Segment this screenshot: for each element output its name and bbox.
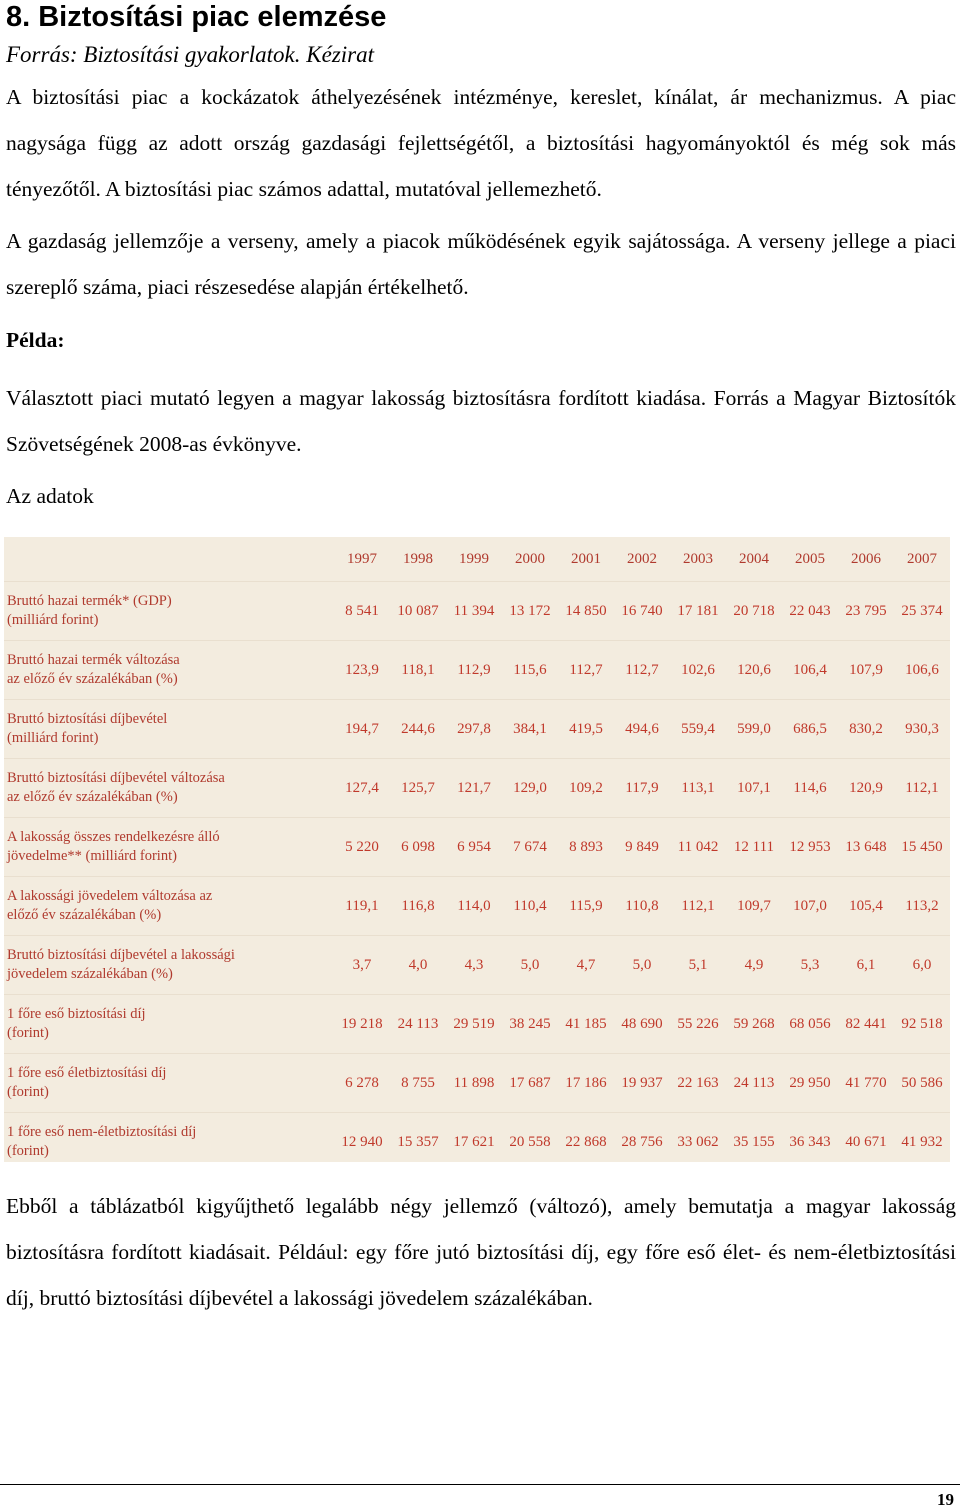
table-cell: 110,8 — [614, 877, 670, 936]
paragraph-competition: A gazdaság jellemzője a verseny, amely a piacok működésének egyik sajátossága. A verseny jellege a piaci szereplő száma, piaci részesedése alapján értékelhető. — [6, 229, 956, 299]
table-row — [4, 877, 950, 936]
table-cell: 117,9 — [614, 759, 670, 818]
table-cell: 106,4 — [782, 641, 838, 700]
table-cell: 55 226 — [670, 995, 726, 1054]
table-cell: 194,7 — [334, 700, 390, 759]
table-cell: 5,3 — [782, 936, 838, 995]
table-cell: 112,7 — [614, 641, 670, 700]
table-cell: 830,2 — [838, 700, 894, 759]
row-label-line: az előző év százalékában (%) — [7, 671, 178, 687]
row-label-line: Bruttó hazai termék* (GDP) — [7, 593, 172, 609]
table-cell: 107,0 — [782, 877, 838, 936]
row-label-line: jövedelme** (milliárd forint) — [7, 848, 177, 864]
year-header: 2001 — [571, 550, 601, 567]
table-cell: 115,9 — [558, 877, 614, 936]
table-cell: 6,1 — [838, 936, 894, 995]
row-label-line: 1 főre eső nem-életbiztosítási díj — [7, 1124, 197, 1140]
row-label-line: Bruttó biztosítási díjbevétel változása — [7, 770, 225, 786]
table-cell: 15 357 — [390, 1113, 446, 1172]
table-cell: 15 450 — [894, 818, 950, 877]
table-cell: 12 953 — [782, 818, 838, 877]
table-cell: 40 671 — [838, 1113, 894, 1172]
year-header: 1998 — [403, 550, 433, 567]
table-cell: 116,8 — [390, 877, 446, 936]
table-cell: 33 062 — [670, 1113, 726, 1172]
footer-divider — [0, 1484, 960, 1485]
table-cell: 599,0 — [726, 700, 782, 759]
table-row — [4, 818, 950, 877]
table-cell: 107,9 — [838, 641, 894, 700]
table-cell: 4,3 — [446, 936, 502, 995]
row-label — [4, 641, 334, 700]
year-header: 1999 — [459, 550, 489, 567]
statistics-table — [4, 537, 950, 1171]
year-header: 2000 — [515, 550, 545, 567]
table-cell: 5,0 — [614, 936, 670, 995]
table-cell: 118,1 — [390, 641, 446, 700]
table-header-row — [4, 537, 950, 582]
table-cell: 123,9 — [334, 641, 390, 700]
row-label-line: Bruttó hazai termék változása — [7, 652, 180, 668]
table-row — [4, 936, 950, 995]
table-cell: 41 932 — [894, 1113, 950, 1172]
table-cell: 6 278 — [334, 1054, 390, 1113]
page-title: 8. Biztosítási piac elemzése — [6, 1, 387, 33]
row-label — [4, 877, 334, 936]
table-row — [4, 700, 950, 759]
table-cell: 6 954 — [446, 818, 502, 877]
table-cell: 5 220 — [334, 818, 390, 877]
table-cell: 686,5 — [782, 700, 838, 759]
row-label-line: (forint) — [7, 1084, 49, 1100]
table-cell: 17 181 — [670, 582, 726, 641]
row-label — [4, 700, 334, 759]
table-cell: 120,9 — [838, 759, 894, 818]
table-cell: 114,6 — [782, 759, 838, 818]
table-cell: 12 111 — [726, 818, 782, 877]
table-cell: 35 155 — [726, 1113, 782, 1172]
table-cell: 11 898 — [446, 1054, 502, 1113]
table-cell: 107,1 — [726, 759, 782, 818]
table-cell: 20 558 — [502, 1113, 558, 1172]
table-cell: 113,2 — [894, 877, 950, 936]
year-header: 2005 — [795, 550, 825, 567]
table-row — [4, 1054, 950, 1113]
paragraph-example: Választott piaci mutató legyen a magyar lakosság biztosításra fordított kiadása. Forrás a Magyar Biztosítók Szövetségének 2008-as évkönyve. — [6, 386, 956, 456]
table-cell: 36 343 — [782, 1113, 838, 1172]
table-cell: 59 268 — [726, 995, 782, 1054]
table-cell: 17 687 — [502, 1054, 558, 1113]
table-cell: 7 674 — [502, 818, 558, 877]
table-cell: 930,3 — [894, 700, 950, 759]
table-row — [4, 582, 950, 641]
row-label-line: (forint) — [7, 1025, 49, 1041]
row-label-line: jövedelem százalékában (%) — [7, 966, 173, 982]
row-label — [4, 582, 334, 641]
table-cell: 120,6 — [726, 641, 782, 700]
row-label-line: (milliárd forint) — [7, 612, 99, 628]
row-label-line: az előző év százalékában (%) — [7, 789, 178, 805]
table-cell: 419,5 — [558, 700, 614, 759]
paragraph-conclusion: Ebből a táblázatból kigyűjthető legalább négy jellemző (változó), amely bemutatja a magyar lakosság biztosításra fordított kiadásait. Például: egy főre jutó biztosítási díj, egy főre eső élet- és nem-életbiztosítási díj, bruttó biztosítási díjbevétel a lakossági jövedelem százalékában. — [6, 1194, 956, 1310]
table-cell: 105,4 — [838, 877, 894, 936]
table-cell: 28 756 — [614, 1113, 670, 1172]
row-label — [4, 759, 334, 818]
table-cell: 12 940 — [334, 1113, 390, 1172]
table-cell: 114,0 — [446, 877, 502, 936]
table-cell: 129,0 — [502, 759, 558, 818]
year-header: 2002 — [627, 550, 657, 567]
table-cell: 119,1 — [334, 877, 390, 936]
table-cell: 3,7 — [334, 936, 390, 995]
row-label-line: Bruttó biztosítási díjbevétel a lakossági — [7, 947, 235, 963]
table-cell: 92 518 — [894, 995, 950, 1054]
table-cell: 48 690 — [614, 995, 670, 1054]
table-cell: 16 740 — [614, 582, 670, 641]
table-cell: 22 043 — [782, 582, 838, 641]
row-label-line: Bruttó biztosítási díjbevétel — [7, 711, 168, 727]
table-cell: 8 541 — [334, 582, 390, 641]
table-cell: 559,4 — [670, 700, 726, 759]
year-header: 2007 — [907, 550, 937, 567]
table-cell: 297,8 — [446, 700, 502, 759]
table-row — [4, 759, 950, 818]
table-cell: 8 893 — [558, 818, 614, 877]
table-row — [4, 995, 950, 1054]
table-cell: 6 098 — [390, 818, 446, 877]
table-cell: 384,1 — [502, 700, 558, 759]
table-cell: 112,7 — [558, 641, 614, 700]
table-cell: 4,0 — [390, 936, 446, 995]
data-intro: Az adatok — [6, 484, 94, 508]
table-cell: 41 770 — [838, 1054, 894, 1113]
table-cell: 8 755 — [390, 1054, 446, 1113]
table-row — [4, 641, 950, 700]
row-label — [4, 936, 334, 995]
row-label-line: A lakosság összes rendelkezésre álló — [7, 829, 220, 845]
table-cell: 19 218 — [334, 995, 390, 1054]
row-label — [4, 1054, 334, 1113]
table-cell: 110,4 — [502, 877, 558, 936]
table-cell: 41 185 — [558, 995, 614, 1054]
table-cell: 19 937 — [614, 1054, 670, 1113]
table-cell: 22 868 — [558, 1113, 614, 1172]
table-cell: 82 441 — [838, 995, 894, 1054]
table-cell: 23 795 — [838, 582, 894, 641]
table-cell: 10 087 — [390, 582, 446, 641]
table-cell: 494,6 — [614, 700, 670, 759]
table-cell: 106,6 — [894, 641, 950, 700]
year-header: 1997 — [347, 550, 377, 567]
table-cell: 112,1 — [670, 877, 726, 936]
table-cell: 244,6 — [390, 700, 446, 759]
table-cell: 4,7 — [558, 936, 614, 995]
table-cell: 115,6 — [502, 641, 558, 700]
row-label-line: 1 főre eső életbiztosítási díj — [7, 1065, 167, 1081]
table-cell: 25 374 — [894, 582, 950, 641]
table-cell: 109,7 — [726, 877, 782, 936]
table-cell: 20 718 — [726, 582, 782, 641]
page-number: 19 — [937, 1490, 954, 1509]
paragraph-intro: A biztosítási piac a kockázatok áthelyezésének intézménye, kereslet, kínálat, ár mechanizmus. A piac nagysága függ az adott ország gazdasági fejlettségétől, a biztosítási hagyományoktól és még sok más tényezőtől. A biztosítási piac számos adattal, mutatóval jellemezhető. — [6, 85, 956, 201]
table-cell: 125,7 — [390, 759, 446, 818]
table-cell: 22 163 — [670, 1054, 726, 1113]
row-label-line: A lakossági jövedelem változása az — [7, 888, 213, 904]
source-line: Forrás: Biztosítási gyakorlatok. Kézirat — [6, 42, 374, 67]
table-cell: 13 648 — [838, 818, 894, 877]
table-cell: 11 394 — [446, 582, 502, 641]
table-cell: 5,1 — [670, 936, 726, 995]
table-cell: 112,9 — [446, 641, 502, 700]
table-cell: 13 172 — [502, 582, 558, 641]
table-cell: 4,9 — [726, 936, 782, 995]
table-cell: 68 056 — [782, 995, 838, 1054]
row-label-line: (milliárd forint) — [7, 730, 99, 746]
table-cell: 113,1 — [670, 759, 726, 818]
table-corner-cell — [4, 537, 334, 582]
table-cell: 29 950 — [782, 1054, 838, 1113]
table-cell: 6,0 — [894, 936, 950, 995]
table-cell: 102,6 — [670, 641, 726, 700]
table-cell: 24 113 — [390, 995, 446, 1054]
table-cell: 5,0 — [502, 936, 558, 995]
table-cell: 109,2 — [558, 759, 614, 818]
row-label-line: (forint) — [7, 1143, 49, 1159]
table-cell: 17 621 — [446, 1113, 502, 1172]
row-label-line: előző év százalékában (%) — [7, 907, 162, 923]
row-label — [4, 818, 334, 877]
table-cell: 11 042 — [670, 818, 726, 877]
table-cell: 50 586 — [894, 1054, 950, 1113]
table-cell: 14 850 — [558, 582, 614, 641]
table-cell: 112,1 — [894, 759, 950, 818]
row-label-line: 1 főre eső biztosítási díj — [7, 1006, 146, 1022]
row-label — [4, 995, 334, 1054]
table-cell: 9 849 — [614, 818, 670, 877]
table-row — [4, 1113, 950, 1172]
year-header: 2003 — [683, 550, 713, 567]
table-cell: 29 519 — [446, 995, 502, 1054]
table-cell: 17 186 — [558, 1054, 614, 1113]
table-body — [4, 582, 950, 1172]
statistics-table-image — [4, 537, 950, 1162]
year-header: 2004 — [739, 550, 769, 567]
table-cell: 38 245 — [502, 995, 558, 1054]
row-label — [4, 1113, 334, 1172]
table-cell: 121,7 — [446, 759, 502, 818]
table-cell: 24 113 — [726, 1054, 782, 1113]
example-heading: Példa: — [6, 328, 65, 352]
year-header: 2006 — [851, 550, 881, 567]
table-cell: 127,4 — [334, 759, 390, 818]
